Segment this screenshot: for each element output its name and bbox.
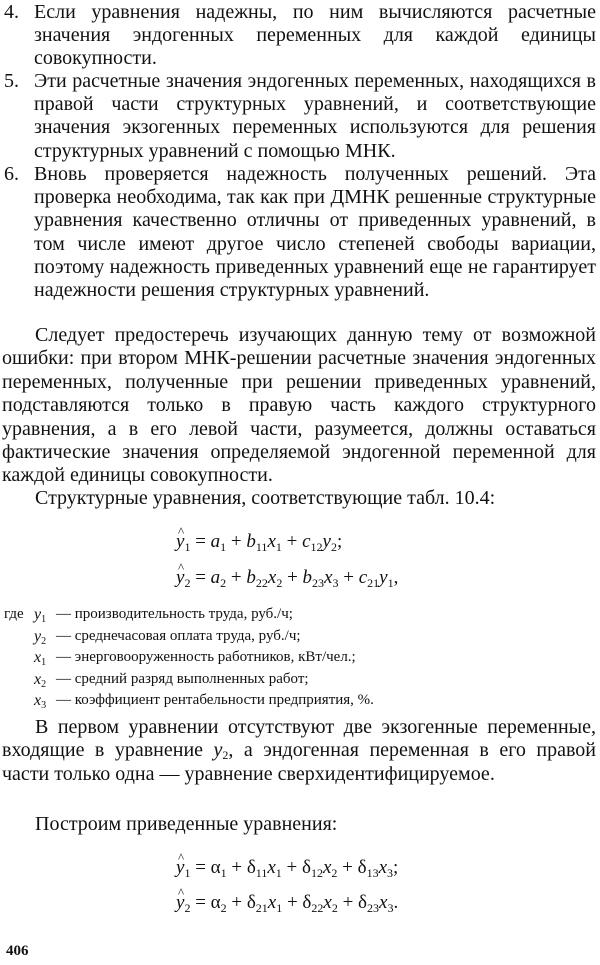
list-number: 6. — [4, 163, 19, 185]
definition-variable: $x_2$ — [34, 670, 47, 690]
list-item-text: Если уравнения надежны, по ним вычисляются расчетные значения эндогенных переменных для каждой единицы совокупности. — [34, 1, 596, 70]
list-item-text: Эти расчетные значения эндогенных переменных, находящихся в правой части структурных уравнений, и соответствующие значения экзогенных переменных используются для решения структурных уравнений с помощью МНК. — [34, 70, 596, 162]
definition-variable: $x_1$ — [34, 649, 47, 668]
definition-variable: $y_2$ — [34, 627, 47, 647]
definition-variable: $y_1$ — [34, 606, 47, 625]
list-item-text: Вновь проверяется надежность полученных решений. Эта проверка необходима, так как при ДМНК решенные структурные уравнения качественно отличны от приведенных уравнений, в том числе имеют другое число степеней свободы вариации, поэтому надежность приведенных уравнений еще не гарантирует надежности решения структурных уравнений. — [34, 163, 596, 302]
list-item-4 — [4, 1, 596, 71]
paragraph-reduced-intro: Построим приведенные уравнения: — [35, 813, 338, 835]
list-item-5 — [4, 70, 596, 163]
paragraph-structural-intro: Структурные уравнения, соответствующие табл. 10.4: — [35, 487, 496, 509]
definition-text: — производительность труда, руб./ч; — [56, 606, 293, 622]
definition-text: — энерговооруженность работников, кВт/чел.; — [56, 649, 356, 665]
definition-lead: где — [4, 606, 24, 622]
list-item-6 — [4, 163, 596, 302]
page-number: 406 — [6, 943, 29, 959]
definition-text: — коэффициент рентабельности предприятия, %. — [56, 692, 374, 708]
book-page: 4. Если уравнения надежны, по ним вычисляются расчетные значения эндогенных переменных для каждой единицы совокупности. 5. Эти расчетные значения эндогенных переменных, находящихся в правой части структурных уравнений, и соответствующие значения экзогенных переменных используются для решения структурных уравнений с помощью МНК. 6. Вновь проверяется надежность полученных решений. Эта проверка необходима, так как при ДМНК решенные структурные уравнения качественно отличны от приведенных уравнений, в том числе имеют другое число степеней свободы вариации, поэтому надежность приведенных уравнений еще не гарантирует надежности решения структурных уравнений. Следует предостеречь изучающих данную тему от возможной ошибки: при втором МНК-решении расчетные значения эндогенных переменных, полученные при решении приведенных уравнений, подставляются только в правую часть каждого структурного уравнения, а в его левой части, разумеется, должны оставаться фактические значения определяемой эндогенной переменной для каждой единицы совокупности. Структурные уравнения, соответствующие табл. 10.4: ^ $y_1 = a_1 + b_{11}x_1 + c_{12}y_2$; ^ $y_2 = a_2 + b_{22}x_2 + b_{23}x_3 + c_{21}y_1$, где $y_1$ — производительность труда, руб./ч; $y_2$ — среднечасовая оплата труда, руб./ч; $x_1$ — энерговооруженность работников, кВт/чел.; $x_2$ — средний разряд выполненных работ; $x_3$ — коэффициент рентабельности предприятия, %. В первом уравнении отсутствуют две экзогенные переменные, входящие в уравнение $y_2$, а эндогенная переменная в его правой части только одна — уравнение сверхидентифицируемое. Построим приведенные уравнения: ^ $y_1 = \alpha_1 + \delta_{11}x_1 + \delta_{12}x_2 + \delta_{13}x_3$; ^ $y_2 = \alpha_2 + \delta_{21}x_1 + \delta_{22}x_2 + \delta_{23}x_3$. 406 — [0, 0, 600, 965]
paragraph-first-equation: В первом уравнении отсутствуют две экзогенные переменные, входящие в уравнение $y_2$, а эндогенная переменная в его правой части только одна — уравнение сверхидентифицируемое. — [2, 716, 596, 785]
definition-variable: $x_3$ — [34, 692, 47, 711]
paragraph-warning: Следует предостеречь изучающих данную тему от возможной ошибки: при втором МНК-решении расчетные значения эндогенных переменных, полученные при решении приведенных уравнений, подставляются только в правую часть каждого структурного уравнения, а в его левой части, разумеется, должны оставаться фактические значения определяемой эндогенной переменной для каждой единицы совокупности. — [2, 324, 596, 487]
list-number: 4. — [4, 1, 19, 23]
list-number: 5. — [4, 70, 19, 92]
definition-text: — среднечасовая оплата труда, руб./ч; — [56, 627, 301, 644]
definition-text: — средний разряд выполненных работ; — [56, 670, 309, 687]
